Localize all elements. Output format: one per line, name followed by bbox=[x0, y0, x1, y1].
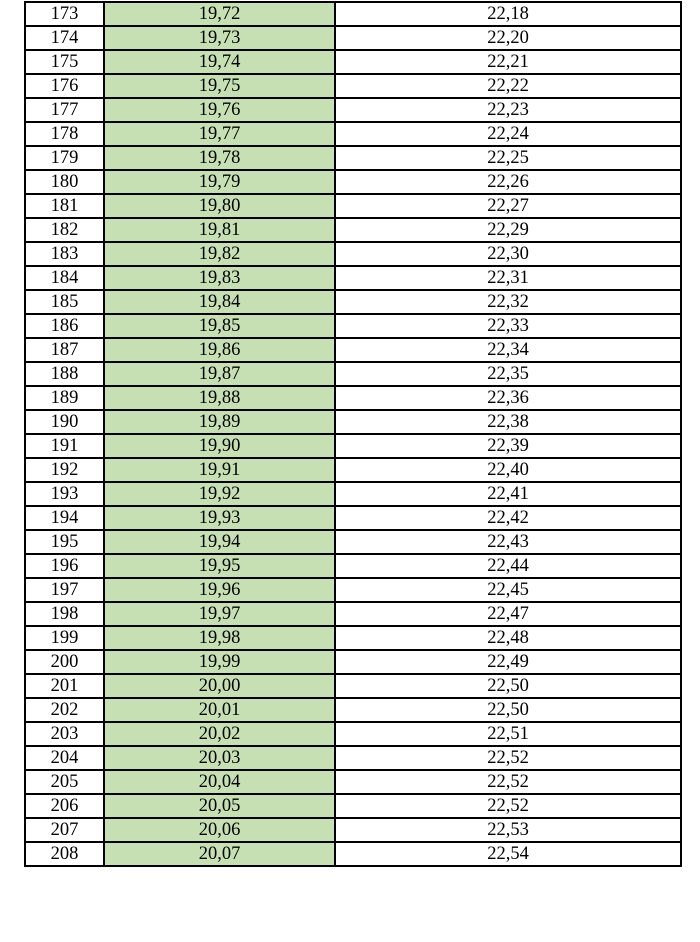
value-cell: 22,27 bbox=[335, 194, 681, 218]
row-index-cell: 196 bbox=[25, 554, 104, 578]
highlighted-value-cell: 20,07 bbox=[104, 842, 335, 866]
table-row bbox=[25, 2, 681, 26]
table-row bbox=[25, 290, 681, 314]
value-cell: 22,23 bbox=[335, 98, 681, 122]
highlighted-value-cell: 19,76 bbox=[104, 98, 335, 122]
highlighted-value-cell: 19,75 bbox=[104, 74, 335, 98]
value-cell: 22,50 bbox=[335, 698, 681, 722]
value-cell: 22,21 bbox=[335, 50, 681, 74]
row-index-cell: 184 bbox=[25, 266, 104, 290]
value-cell: 22,52 bbox=[335, 770, 681, 794]
table-row bbox=[25, 674, 681, 698]
highlighted-value-cell: 20,06 bbox=[104, 818, 335, 842]
table-row bbox=[25, 794, 681, 818]
row-index-cell: 189 bbox=[25, 386, 104, 410]
value-cell: 22,45 bbox=[335, 578, 681, 602]
highlighted-value-cell: 19,89 bbox=[104, 410, 335, 434]
row-index-cell: 204 bbox=[25, 746, 104, 770]
highlighted-value-cell: 19,88 bbox=[104, 386, 335, 410]
row-index-cell: 174 bbox=[25, 26, 104, 50]
value-cell: 22,25 bbox=[335, 146, 681, 170]
row-index-cell: 194 bbox=[25, 506, 104, 530]
value-cell: 22,29 bbox=[335, 218, 681, 242]
highlighted-value-cell: 19,93 bbox=[104, 506, 335, 530]
highlighted-value-cell: 20,02 bbox=[104, 722, 335, 746]
value-cell: 22,39 bbox=[335, 434, 681, 458]
table-row bbox=[25, 26, 681, 50]
value-cell: 22,20 bbox=[335, 26, 681, 50]
highlighted-value-cell: 19,73 bbox=[104, 26, 335, 50]
highlighted-value-cell: 19,80 bbox=[104, 194, 335, 218]
highlighted-value-cell: 19,79 bbox=[104, 170, 335, 194]
table-row bbox=[25, 194, 681, 218]
table-row bbox=[25, 74, 681, 98]
value-cell: 22,48 bbox=[335, 626, 681, 650]
table-row bbox=[25, 578, 681, 602]
value-cell: 22,22 bbox=[335, 74, 681, 98]
table-row bbox=[25, 770, 681, 794]
value-cell: 22,51 bbox=[335, 722, 681, 746]
highlighted-value-cell: 19,74 bbox=[104, 50, 335, 74]
row-index-cell: 190 bbox=[25, 410, 104, 434]
table-row bbox=[25, 242, 681, 266]
row-index-cell: 197 bbox=[25, 578, 104, 602]
highlighted-value-cell: 19,95 bbox=[104, 554, 335, 578]
highlighted-value-cell: 19,94 bbox=[104, 530, 335, 554]
table-row bbox=[25, 602, 681, 626]
table-row bbox=[25, 530, 681, 554]
table-row bbox=[25, 266, 681, 290]
highlighted-value-cell: 19,90 bbox=[104, 434, 335, 458]
row-index-cell: 198 bbox=[25, 602, 104, 626]
value-cell: 22,49 bbox=[335, 650, 681, 674]
row-index-cell: 202 bbox=[25, 698, 104, 722]
value-cell: 22,53 bbox=[335, 818, 681, 842]
row-index-cell: 182 bbox=[25, 218, 104, 242]
highlighted-value-cell: 19,86 bbox=[104, 338, 335, 362]
value-cell: 22,36 bbox=[335, 386, 681, 410]
row-index-cell: 185 bbox=[25, 290, 104, 314]
row-index-cell: 207 bbox=[25, 818, 104, 842]
table-row bbox=[25, 650, 681, 674]
table-row bbox=[25, 458, 681, 482]
row-index-cell: 205 bbox=[25, 770, 104, 794]
row-index-cell: 178 bbox=[25, 122, 104, 146]
row-index-cell: 208 bbox=[25, 842, 104, 866]
row-index-cell: 181 bbox=[25, 194, 104, 218]
table-row bbox=[25, 410, 681, 434]
highlighted-value-cell: 19,91 bbox=[104, 458, 335, 482]
table-row bbox=[25, 722, 681, 746]
value-cell: 22,35 bbox=[335, 362, 681, 386]
row-index-cell: 206 bbox=[25, 794, 104, 818]
highlighted-value-cell: 20,05 bbox=[104, 794, 335, 818]
value-cell: 22,42 bbox=[335, 506, 681, 530]
highlighted-value-cell: 20,01 bbox=[104, 698, 335, 722]
row-index-cell: 175 bbox=[25, 50, 104, 74]
data-table bbox=[24, 1, 682, 867]
highlighted-value-cell: 20,03 bbox=[104, 746, 335, 770]
row-index-cell: 176 bbox=[25, 74, 104, 98]
highlighted-value-cell: 19,72 bbox=[104, 2, 335, 26]
table-row bbox=[25, 554, 681, 578]
table-row bbox=[25, 170, 681, 194]
highlighted-value-cell: 19,84 bbox=[104, 290, 335, 314]
value-cell: 22,31 bbox=[335, 266, 681, 290]
row-index-cell: 201 bbox=[25, 674, 104, 698]
value-cell: 22,52 bbox=[335, 746, 681, 770]
row-index-cell: 187 bbox=[25, 338, 104, 362]
row-index-cell: 179 bbox=[25, 146, 104, 170]
row-index-cell: 193 bbox=[25, 482, 104, 506]
highlighted-value-cell: 19,78 bbox=[104, 146, 335, 170]
table-row bbox=[25, 338, 681, 362]
row-index-cell: 186 bbox=[25, 314, 104, 338]
row-index-cell: 173 bbox=[25, 2, 104, 26]
table-row bbox=[25, 506, 681, 530]
value-cell: 22,30 bbox=[335, 242, 681, 266]
row-index-cell: 188 bbox=[25, 362, 104, 386]
table-row bbox=[25, 698, 681, 722]
value-cell: 22,24 bbox=[335, 122, 681, 146]
highlighted-value-cell: 20,00 bbox=[104, 674, 335, 698]
row-index-cell: 192 bbox=[25, 458, 104, 482]
value-cell: 22,54 bbox=[335, 842, 681, 866]
table-row bbox=[25, 122, 681, 146]
highlighted-value-cell: 19,98 bbox=[104, 626, 335, 650]
value-cell: 22,44 bbox=[335, 554, 681, 578]
highlighted-value-cell: 19,81 bbox=[104, 218, 335, 242]
table-row bbox=[25, 98, 681, 122]
row-index-cell: 183 bbox=[25, 242, 104, 266]
highlighted-value-cell: 20,04 bbox=[104, 770, 335, 794]
highlighted-value-cell: 19,77 bbox=[104, 122, 335, 146]
value-cell: 22,32 bbox=[335, 290, 681, 314]
highlighted-value-cell: 19,85 bbox=[104, 314, 335, 338]
value-cell: 22,40 bbox=[335, 458, 681, 482]
value-cell: 22,18 bbox=[335, 2, 681, 26]
value-cell: 22,34 bbox=[335, 338, 681, 362]
table-row bbox=[25, 146, 681, 170]
row-index-cell: 200 bbox=[25, 650, 104, 674]
row-index-cell: 177 bbox=[25, 98, 104, 122]
value-cell: 22,50 bbox=[335, 674, 681, 698]
table-row bbox=[25, 50, 681, 74]
value-cell: 22,41 bbox=[335, 482, 681, 506]
row-index-cell: 195 bbox=[25, 530, 104, 554]
value-cell: 22,33 bbox=[335, 314, 681, 338]
value-cell: 22,43 bbox=[335, 530, 681, 554]
value-cell: 22,47 bbox=[335, 602, 681, 626]
table-row bbox=[25, 482, 681, 506]
table-row bbox=[25, 626, 681, 650]
highlighted-value-cell: 19,87 bbox=[104, 362, 335, 386]
value-cell: 22,52 bbox=[335, 794, 681, 818]
table-row bbox=[25, 314, 681, 338]
row-index-cell: 191 bbox=[25, 434, 104, 458]
table-row bbox=[25, 362, 681, 386]
highlighted-value-cell: 19,83 bbox=[104, 266, 335, 290]
table-row bbox=[25, 818, 681, 842]
table-row bbox=[25, 434, 681, 458]
highlighted-value-cell: 19,96 bbox=[104, 578, 335, 602]
table-row bbox=[25, 842, 681, 866]
value-cell: 22,26 bbox=[335, 170, 681, 194]
highlighted-value-cell: 19,97 bbox=[104, 602, 335, 626]
row-index-cell: 180 bbox=[25, 170, 104, 194]
highlighted-value-cell: 19,92 bbox=[104, 482, 335, 506]
row-index-cell: 199 bbox=[25, 626, 104, 650]
row-index-cell: 203 bbox=[25, 722, 104, 746]
table-row bbox=[25, 746, 681, 770]
value-cell: 22,38 bbox=[335, 410, 681, 434]
highlighted-value-cell: 19,82 bbox=[104, 242, 335, 266]
table-row bbox=[25, 218, 681, 242]
highlighted-value-cell: 19,99 bbox=[104, 650, 335, 674]
table-body bbox=[25, 2, 681, 866]
table-row bbox=[25, 386, 681, 410]
